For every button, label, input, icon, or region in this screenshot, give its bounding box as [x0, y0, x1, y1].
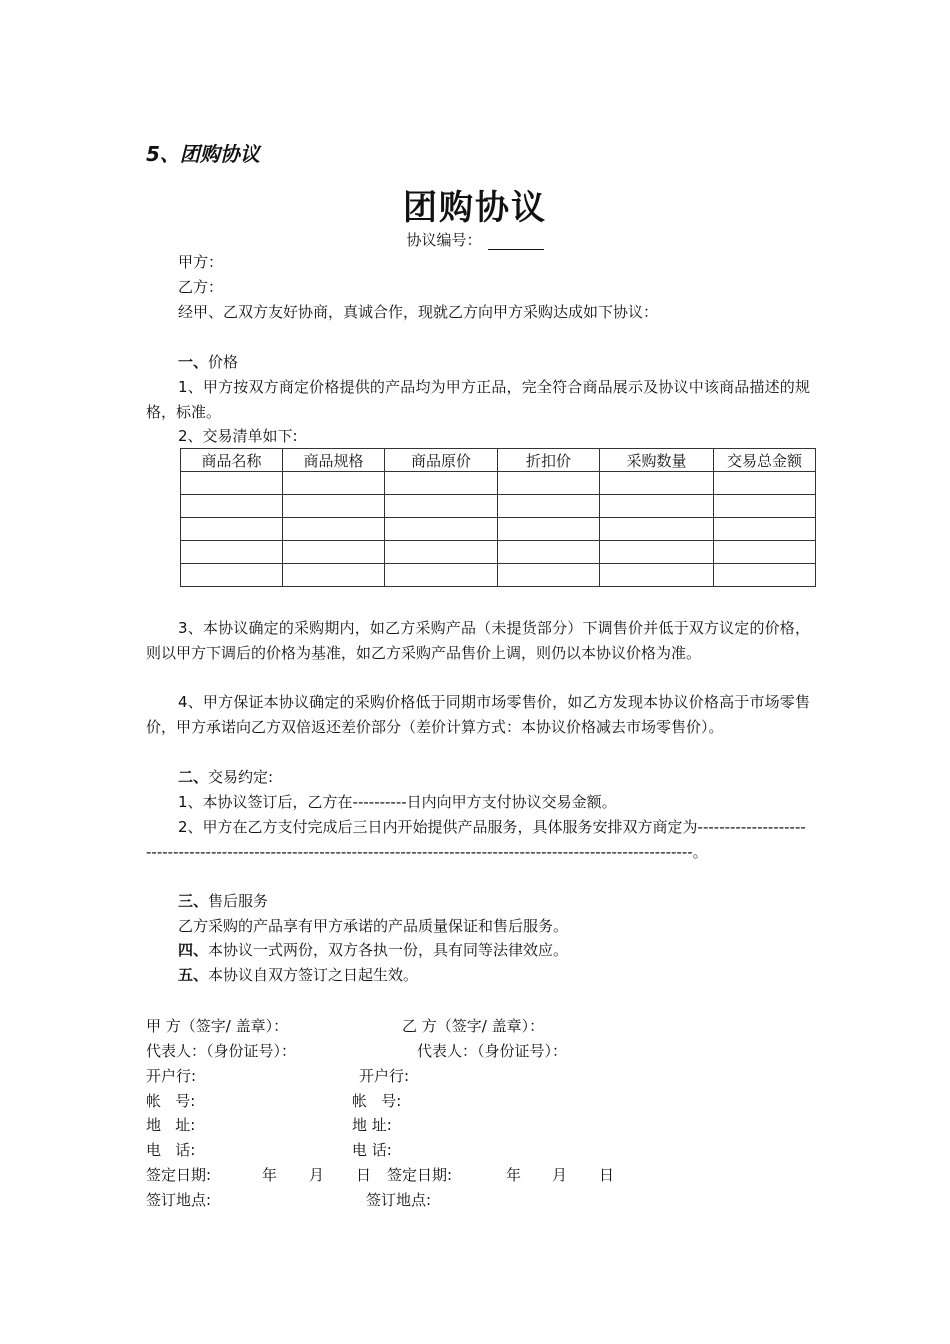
- party-b-date-year: 年: [506, 1166, 522, 1184]
- table-cell: [385, 541, 498, 564]
- party-a-signature: 甲 方（签字/ 盖章）：: [146, 1017, 289, 1035]
- col-header: 商品规格: [283, 449, 385, 472]
- table-row: [181, 564, 816, 587]
- col-header: 交易总金额: [714, 449, 816, 472]
- party-a-phone: 电 话:: [146, 1141, 196, 1159]
- col-header: 商品原价: [385, 449, 498, 472]
- table-cell: [181, 564, 283, 587]
- table-cell: [714, 564, 816, 587]
- table-cell: [181, 495, 283, 518]
- party-b-place: 签订地点:: [366, 1191, 432, 1209]
- table-cell: [714, 518, 816, 541]
- section-1-title: 一、价格: [178, 353, 239, 371]
- section-1-p3: 3、本协议确定的采购期内，如乙方采购产品（未提货部分）下调售价并低于双方议定的价格，则以甲方下调后的价格为基准，如乙方采购产品售价上调，则仍以本协议价格为准。: [146, 619, 810, 662]
- section-1-p1: 1、甲方按双方商定价格提供的产品均为甲方正品，完全符合商品展示及协议中该商品描述的规格，标准。: [146, 378, 810, 421]
- section-3-p1: 乙方采购的产品享有甲方承诺的产品质量保证和售后服务。: [178, 917, 569, 935]
- col-header: 采购数量: [600, 449, 714, 472]
- agreement-number-label: 协议编号：: [406, 231, 482, 249]
- section-1-p4: 4、甲方保证本协议确定的采购价格低于同期市场零售价，如乙方发现本协议价格高于市场零售价，甲方承诺向乙方双倍返还差价部分（差价计算方式：本协议价格减去市场零售价）。: [146, 693, 810, 736]
- table-cell: [283, 495, 385, 518]
- party-b-signature: 乙 方（签字/ 盖章）：: [402, 1017, 545, 1035]
- table-cell: [498, 541, 600, 564]
- party-b-bank: 开户行:: [359, 1067, 410, 1085]
- table-cell: [600, 564, 714, 587]
- section-5: 五、本协议自双方签订之日起生效。: [178, 966, 419, 984]
- table-row: [181, 541, 816, 564]
- table-cell: [283, 541, 385, 564]
- section-2-p1: 1、本协议签订后，乙方在----------日内向甲方支付协议交易金额。: [178, 793, 617, 811]
- party-b-account: 帐 号:: [352, 1092, 402, 1110]
- table-cell: [283, 472, 385, 495]
- party-a-date-year: 年: [262, 1166, 278, 1184]
- transaction-table: [180, 448, 816, 587]
- table-header-row: [181, 449, 816, 472]
- party-b-date-label: 签定日期:: [387, 1166, 453, 1184]
- party-a-representative: 代表人：（身份证号）：: [146, 1042, 297, 1060]
- party-a-bank: 开户行:: [146, 1067, 197, 1085]
- table-cell: [498, 472, 600, 495]
- table-cell: [600, 495, 714, 518]
- table-cell: [600, 472, 714, 495]
- table-cell: [385, 495, 498, 518]
- table-cell: [714, 472, 816, 495]
- party-a-address: 地 址:: [146, 1116, 196, 1134]
- table-cell: [385, 472, 498, 495]
- document-title: 团购协议: [403, 188, 547, 228]
- party-b-date-month: 月: [552, 1166, 568, 1184]
- party-a-place: 签订地点:: [146, 1191, 212, 1209]
- agreement-number: [0, 229, 950, 250]
- col-header: 折扣价: [498, 449, 600, 472]
- section-1-p2: 2、交易清单如下:: [178, 427, 298, 445]
- party-a-account: 帐 号:: [146, 1092, 196, 1110]
- table-cell: [181, 472, 283, 495]
- table-cell: [714, 495, 816, 518]
- party-b-line: 乙方：: [178, 278, 224, 296]
- section-3-title: 三、售后服务: [178, 892, 269, 910]
- table-cell: [498, 518, 600, 541]
- party-a-line: 甲方：: [178, 253, 224, 271]
- table-row: [181, 495, 816, 518]
- party-a-date-day: 日: [356, 1166, 372, 1184]
- party-a-date-month: 月: [309, 1166, 325, 1184]
- table-cell: [498, 495, 600, 518]
- party-a-date-label: 签定日期:: [146, 1166, 212, 1184]
- table-cell: [600, 541, 714, 564]
- table-row: [181, 472, 816, 495]
- agreement-number-blank: [488, 235, 544, 250]
- table-cell: [283, 518, 385, 541]
- party-b-date-day: 日: [599, 1166, 615, 1184]
- table-cell: [714, 541, 816, 564]
- section-heading: 5、团购协议: [146, 142, 260, 166]
- section-2-title: 二、交易约定:: [178, 768, 274, 786]
- table-cell: [385, 564, 498, 587]
- table-cell: [498, 564, 600, 587]
- party-b-address: 地 址:: [352, 1116, 392, 1134]
- col-header: 商品名称: [181, 449, 283, 472]
- intro-paragraph: 经甲、乙双方友好协商，真诚合作，现就乙方向甲方采购达成如下协议：: [178, 303, 659, 321]
- table-cell: [600, 518, 714, 541]
- table-row: [181, 518, 816, 541]
- party-b-phone: 电 话:: [352, 1141, 392, 1159]
- table-cell: [181, 541, 283, 564]
- table-cell: [181, 518, 283, 541]
- section-2-p2: 2、甲方在乙方支付完成后三日内开始提供产品服务，具体服务安排双方商定为-------------------------------------------------------------------------------------------------------------------------。: [146, 818, 806, 861]
- table-cell: [385, 518, 498, 541]
- table-cell: [283, 564, 385, 587]
- party-b-representative: 代表人：（身份证号）：: [417, 1042, 568, 1060]
- section-4: 四、本协议一式两份，双方各执一份，具有同等法律效应。: [178, 941, 569, 959]
